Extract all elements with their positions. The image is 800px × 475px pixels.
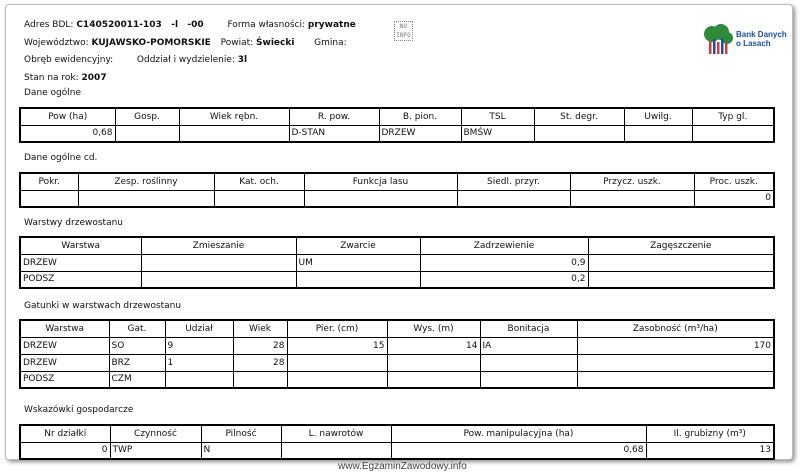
col-header: Wiek [233,320,287,337]
col-header: Pokr. [20,173,78,190]
forma-value: prywatne [307,20,356,30]
table-cell: 0 [20,442,110,459]
header-line-1 [24,17,356,35]
col-header: Zwarcie [296,237,420,254]
table-cell [141,254,296,271]
table-warstwy [19,236,775,289]
table-cell: 0,9 [420,254,588,271]
col-header: Zesp. roślinny [78,173,214,190]
col-header: Proc. uszk. [694,173,774,190]
table-cell [387,371,480,388]
col-header: Warstwa [20,237,141,254]
col-header: Zasobność (m³/ha) [577,320,774,337]
powiat-value: Świecki [256,37,295,48]
logo-line-2: o Lasach [736,39,771,48]
logo-text [736,30,787,48]
col-header: Pow (ha) [20,108,115,125]
table-cell: 0 [694,190,774,207]
table-row [20,190,774,207]
logo-line-1: Bank Danych [736,30,787,39]
table-header-row [20,320,774,337]
table-cell [141,271,296,288]
oddzial-value: 3l [237,55,248,65]
table-cell: CZM [109,371,165,388]
col-header: Przycz. uszk. [570,173,694,190]
table-cell: UM [296,254,420,271]
table-cell [233,371,287,388]
table-cell: DRZEW [20,354,109,371]
table-cell [570,190,694,207]
table-cell: 13 [646,442,774,459]
stan-value: 2007 [81,72,107,83]
col-header: Kat. och. [214,173,304,190]
col-header: Il. grubizny (m³) [646,425,774,442]
table-cell: 170 [577,337,774,354]
table-cell [588,271,774,288]
powiat-label: Powiat: [220,37,254,48]
table-cell [577,371,774,388]
adres-value: C140520011-103 -l -00 [76,20,204,30]
col-header: Zmieszanie [141,237,296,254]
section-title-gatunki: Gatunki w warstwach drzewostanu [24,301,182,311]
col-header: Pier. (cm) [287,320,387,337]
table-row [20,442,774,459]
forma-label: Forma własności: [227,20,306,30]
col-header: Wys. (m) [387,320,480,337]
table-wskazowki [19,424,775,460]
col-header: Zadrzewienie [420,237,588,254]
table-header-row [20,237,774,254]
col-header: Typ gl. [692,108,774,125]
col-header: TSL [461,108,534,125]
table-cell [457,190,570,207]
table-header-row [20,425,774,442]
tree-logo-icon [700,23,736,59]
section-title-dane-ogolne-cd: Dane ogólne cd. [24,153,98,163]
table-cell [165,371,233,388]
table-row [20,354,774,371]
table-cell [214,190,304,207]
section-title-warstwy: Warstwy drzewostanu [24,218,123,228]
col-header: Nr działki [20,425,110,442]
table-cell [577,354,774,371]
header-line-4 [24,70,356,88]
table-cell [115,125,179,142]
header-block [24,17,356,87]
table-cell [304,190,457,207]
section-title-dane-ogolne: Dane ogólne [24,88,82,98]
oddzial-label: Oddział i wydzielenie: [136,55,235,65]
col-header: Wiek rębn. [179,108,289,125]
table-cell: DRZEW [379,125,461,142]
table-cell [281,442,391,459]
table-cell: BRZ [109,354,165,371]
table-cell: N [201,442,281,459]
table-cell [692,125,774,142]
table-cell: D-STAN [289,125,379,142]
table-cell [287,354,387,371]
table-cell: 14 [387,337,480,354]
table-cell [387,354,480,371]
table-cell: 28 [233,354,287,371]
bdl-logo [700,23,790,59]
col-header: B. pion. [379,108,461,125]
table-cell [78,190,214,207]
table-cell: 15 [287,337,387,354]
table-cell: 1 [165,354,233,371]
obreb-label: Obręb ewidencyjny: [24,55,114,65]
table-row [20,337,774,354]
header-line-2 [24,35,356,53]
table-cell [296,271,420,288]
header-line-3 [24,52,356,70]
table-row [20,371,774,388]
col-header: Pow. manipulacyjna (ha) [391,425,646,442]
col-header: Pilność [201,425,281,442]
table-dane-ogolne-cd [19,172,775,208]
col-header: Czynność [110,425,201,442]
woj-value: KUJAWSKO-POMORSKIE [91,37,211,48]
table-row [20,125,774,142]
table-cell: 0,68 [391,442,646,459]
col-header: Gosp. [115,108,179,125]
table-cell [179,125,289,142]
adres-label: Adres BDL: [24,20,74,30]
table-cell: 0,68 [20,125,115,142]
col-header: Udział [165,320,233,337]
stan-label: Stan na rok: [24,72,79,83]
table-header-row [20,108,774,125]
table-cell: TWP [110,442,201,459]
noinfo-text: NO INFO [396,23,411,39]
table-row [20,271,774,288]
col-header: Uwilg. [624,108,692,125]
table-header-row [20,173,774,190]
table-cell [624,125,692,142]
gmina-label: Gmina: [314,37,347,48]
table-cell: DRZEW [20,254,141,271]
table-cell: SO [109,337,165,354]
table-cell [534,125,624,142]
no-info-image-placeholder [394,21,413,41]
woj-label: Województwo: [24,37,89,48]
table-cell: 0,2 [420,271,588,288]
col-header: Funkcja lasu [304,173,457,190]
table-cell [287,371,387,388]
table-cell: BMŚW [461,125,534,142]
col-header: L. nawrotów [281,425,391,442]
table-cell [20,190,78,207]
table-dane-ogolne [19,107,775,143]
table-cell: IA [480,337,577,354]
col-header: Bonitacja [480,320,577,337]
table-cell [480,371,577,388]
col-header: Zagęszczenie [588,237,774,254]
table-cell: PODSZ [20,271,141,288]
table-cell: 9 [165,337,233,354]
table-gatunki [19,319,775,389]
report-card [5,4,793,460]
table-cell [480,354,577,371]
table-cell: 28 [233,337,287,354]
col-header: R. pow. [289,108,379,125]
watermark-text: www.EgzaminZawodowy.info [338,461,467,472]
table-cell: DRZEW [20,337,109,354]
col-header: Gat. [109,320,165,337]
col-header: Siedl. przyr. [457,173,570,190]
col-header: St. degr. [534,108,624,125]
table-row [20,254,774,271]
table-cell: PODSZ [20,371,109,388]
table-cell [588,254,774,271]
col-header: Warstwa [20,320,109,337]
section-title-wskazowki: Wskazówki gospodarcze [24,405,134,415]
